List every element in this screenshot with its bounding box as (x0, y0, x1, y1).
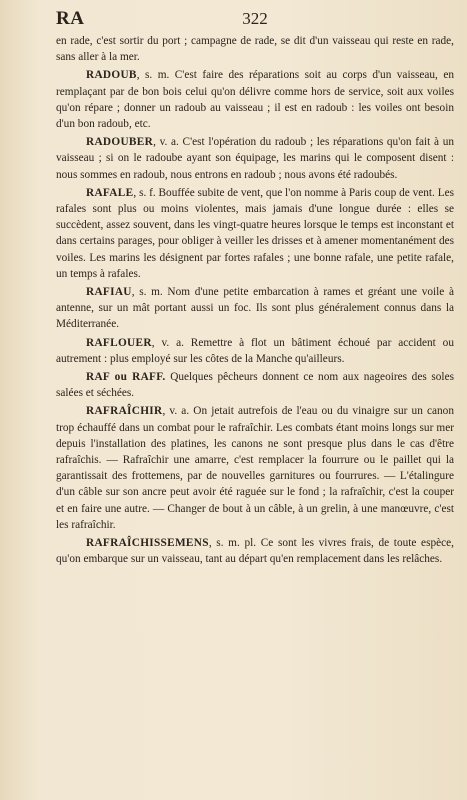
entry-grammar: , s. f. (133, 186, 156, 199)
entry-text: Nom d'une petite embarcation à rames et gréant une voile à antenne, sur un mât portant aussi un foc. Ils sont plus généralement connus dans la Méditerranée. (56, 286, 454, 331)
entry-headword: RADOUB (86, 69, 137, 82)
entry-rafiau (56, 284, 454, 333)
entry-raflouer (56, 335, 454, 367)
entry-radoub (56, 67, 454, 132)
entry-headword: RAFIAU (86, 286, 132, 299)
entry-grammar: , v. a. (151, 336, 184, 349)
entry-text: C'est l'opération du radoub ; les réparations qu'on fait à un vaisseau ; si on le radoube ayant son équipage, les marins qui le composent disent : nous sommes en radoub, nous entrons en radoub ; nous avons été radoubés. (56, 136, 454, 181)
dictionary-body (56, 33, 454, 570)
entry-continuation (56, 33, 454, 65)
entry-raf (56, 369, 454, 401)
entry-rafraichir (56, 403, 454, 533)
entry-text: Ce sont les vivres frais, de toute espèce, qu'on embarque sur un vaisseau, tant au départ qu'en remplacement dans les relâches. (56, 537, 454, 566)
page-header (56, 8, 454, 30)
entry-text: en rade, c'est sortir du port ; campagne de rade, se dit d'un vaisseau qui reste en rade, sans aller à la mer. (56, 35, 454, 64)
entry-headword: RAFLOUER (86, 336, 152, 349)
entry-headword: RAF ou RAFF. (86, 371, 166, 384)
entry-rafraichissemens (56, 535, 454, 567)
page-number: 322 (242, 9, 268, 28)
entry-headword: RAFRAÎCHISSEMENS (86, 537, 209, 550)
entry-grammar: , v. a. (153, 136, 179, 149)
entry-text: Quelques pêcheurs donnent ce nom aux nageoires des soles salées et séchées. (56, 371, 454, 400)
entry-grammar: , s. m. pl. (208, 537, 257, 550)
entry-text: C'est faire des réparations soit au corps d'un vaisseau, en remplaçant par de bon bois celui qu'on délivre comme hors de service, soit aux voiles qu'on répare ; donner un radoub au vaisseau ; il est en radoub : les voiles ont besoin d'un bon radoub, etc. (56, 69, 454, 131)
entry-grammar: , s. m. (136, 69, 170, 82)
entry-grammar: , s. m. (131, 286, 163, 299)
entry-radouber (56, 134, 454, 183)
running-head: RA (56, 8, 85, 29)
entry-headword: RADOUBER (86, 136, 154, 149)
entry-text: Remettre à flot un bâtiment échoué par accident ou autrement : plus employé sur les côtes de la Manche qu'ailleurs. (56, 336, 454, 365)
entry-text: Bouffée subite de vent, que l'on nomme à Paris coup de vent. Les rafales sont plus ou moins violentes, mais jamais d'une longue durée : elles se succèdent, assez souvent, dans les vingt-quatre heures lorsque le temps est inconstant et dans certains parages, pour obliger à veiller les drisses et à amener momentanément des voiles. Les marins les désignent par fortes rafales ; une bonne rafale, une petite rafale, un temps à rafales. (56, 186, 455, 280)
entry-rafale (56, 185, 454, 282)
entry-headword: RAFRAÎCHIR (86, 405, 163, 418)
entry-grammar: , v. a. (162, 405, 190, 418)
entry-headword: RAFALE (86, 186, 134, 199)
entry-text: On jetait autrefois de l'eau ou du vinaigre sur un canon trop échauffé dans un combat pour le rafraîchir. Les combats étant moins longs sur mer depuis l'installation des platines, les canons ne sont presque plus dans le cas d'être rafraîchis. — Rafraîchir une amarre, c'est remplacer la fourrure ou le paillet qui la garantissait des frottemens, par de nouvelles garnitures ou fourrures. — L'étalingure d'un câble sur son ancre peut avoir été raguée sur le fond ; la rafraîchir, c'est la couper et en faire une autre. — Changer de bout à un câble, à un grelin, à une manœuvre, c'est les rafraîchir. (56, 405, 454, 531)
